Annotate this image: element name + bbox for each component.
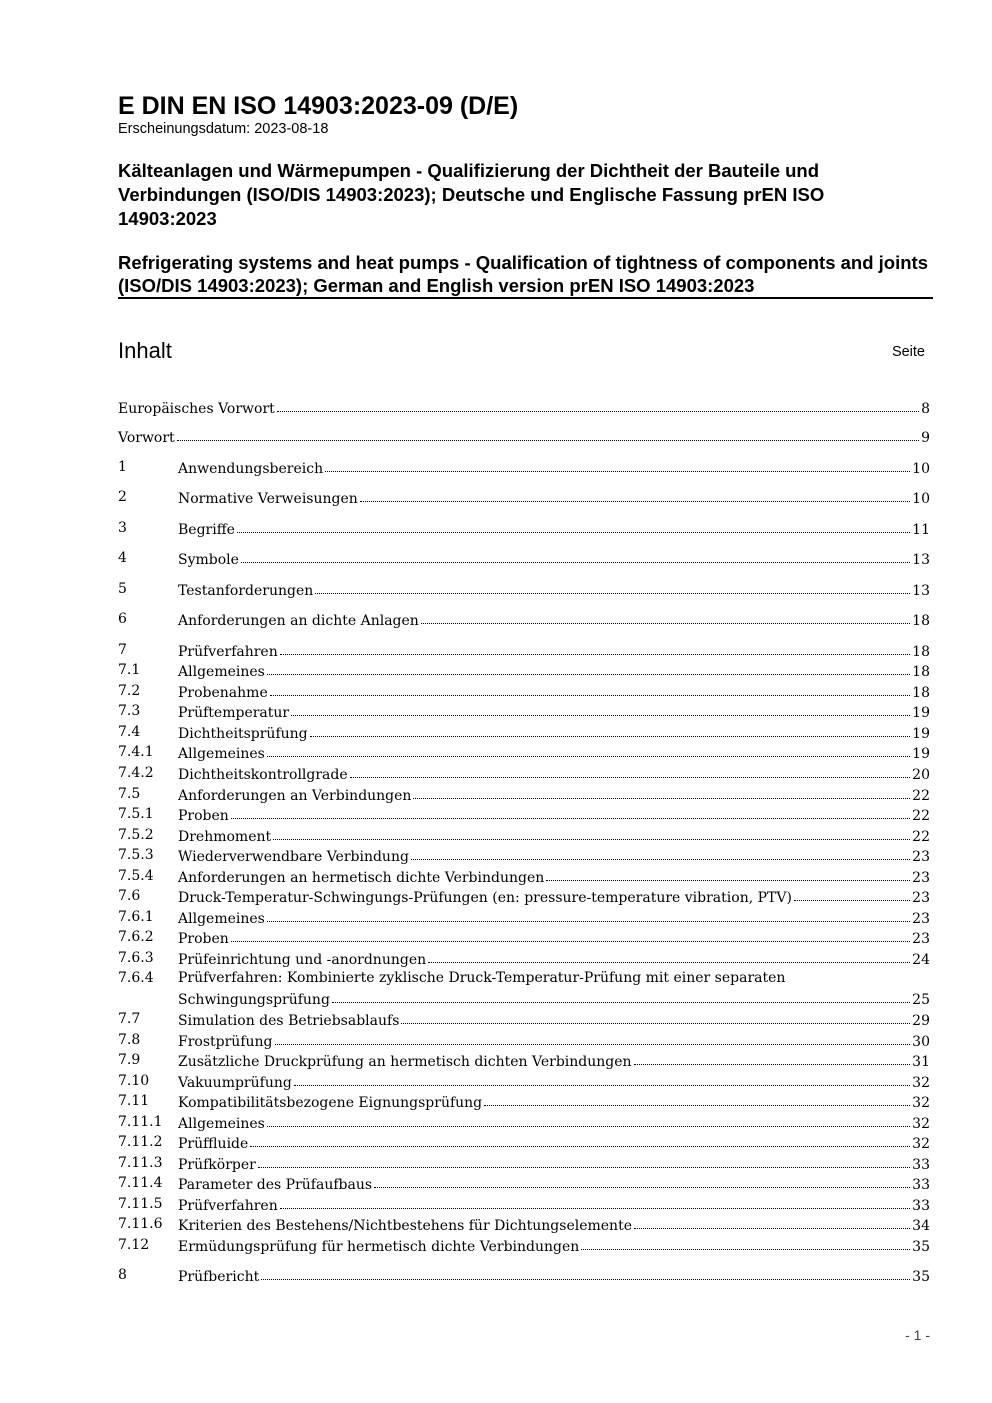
toc-dot-leader [401,1022,910,1024]
toc-entry[interactable] [118,397,930,417]
toc-entry-page: 18 [912,685,930,701]
toc-entry-number: 7.3 [118,703,141,719]
toc-entry[interactable] [118,660,930,680]
toc-entry-number: 7.5.3 [118,847,154,863]
title-german: Kälteanlagen und Wärmepumpen - Qualifizierung der Dichtheit der Bauteile und Verbindungen (ISO/DIS 14903:2023); Deutsche und Englische Fassung prEN ISO 14903:2023 [118,160,825,229]
toc-entry-page: 23 [912,911,930,927]
toc-entry-number: 7.11.2 [118,1134,163,1150]
toc-entry-page: 22 [912,808,930,824]
toc-dot-leader [794,899,910,901]
toc-dot-leader [413,797,910,799]
toc-entry-number: 7.11.1 [118,1114,163,1130]
toc-entry-label: Zusätzliche Druckprüfung an hermetisch dichten Verbindungen [178,1054,632,1070]
table-of-contents [118,0,930,1403]
toc-entry-label: Prüffluide [178,1136,249,1152]
toc-entry-page: 19 [912,746,930,762]
toc-entry[interactable] [118,640,930,660]
toc-entry[interactable] [118,1265,930,1285]
toc-dot-leader [277,410,919,412]
toc-entry-page: 24 [912,952,930,968]
toc-entry-number: 7.4.1 [118,744,154,760]
toc-dot-leader [350,776,911,778]
toc-entry-page: 30 [912,1034,930,1050]
toc-entry-page: 13 [912,583,930,599]
toc-entry-number: 7.2 [118,683,141,699]
toc-entry-number: 7.11.4 [118,1175,163,1191]
toc-entry-label: Allgemeines [178,746,265,762]
toc-entry-page: 10 [912,461,930,477]
toc-entry-label: Europäisches Vorwort [118,401,275,417]
toc-entry-page: 33 [912,1177,930,1193]
publication-date: Erscheinungsdatum: 2023-08-18 [118,121,329,137]
toc-entry-label: Begriffe [178,522,235,538]
toc-entry-number: 7.9 [118,1052,141,1068]
toc-entry[interactable] [118,579,930,599]
toc-entry-label: Allgemeines [178,664,265,680]
toc-dot-leader [484,1104,910,1106]
toc-dot-leader [291,714,910,716]
toc-entry[interactable] [118,457,930,477]
toc-entry[interactable] [118,701,930,721]
toc-dot-leader [634,1227,910,1229]
toc-dot-leader [310,735,911,737]
toc-entry-page: 23 [912,870,930,886]
toc-entry[interactable] [118,1153,930,1173]
toc-dot-leader [267,920,910,922]
toc-entry[interactable] [118,1050,930,1070]
toc-entry[interactable] [118,1091,930,1111]
toc-entry-page: 35 [912,1269,930,1285]
toc-entry[interactable] [118,722,930,742]
toc-entry[interactable] [118,886,930,906]
toc-entry-label: Vorwort [118,430,175,446]
toc-entry-label: Proben [178,808,229,824]
toc-entry-page: 25 [912,992,930,1008]
toc-entry-label: Dichtheitsprüfung [178,726,308,742]
toc-entry-number: 7.8 [118,1032,141,1048]
toc-dot-leader [374,1186,910,1188]
toc-dot-leader [275,1043,911,1045]
toc-entry-page: 18 [912,613,930,629]
toc-entry-number: 7 [118,642,127,658]
toc-dot-leader [231,940,910,942]
toc-entry-page: 18 [912,664,930,680]
toc-entry-page: 32 [912,1095,930,1111]
toc-dot-leader [428,961,910,963]
toc-entry[interactable] [118,968,930,1009]
toc-entry[interactable] [118,518,930,538]
toc-entry-label: Prüfverfahren [178,644,278,660]
toc-dot-leader [231,817,910,819]
toc-entry-page: 31 [912,1054,930,1070]
toc-entry[interactable] [118,1173,930,1193]
toc-entry-label: Prüfverfahren: Kombinierte zyklische Druck-Temperatur-Prüfung mit einer separaten [178,970,786,986]
toc-entry[interactable] [118,1009,930,1029]
toc-entry-label: Allgemeines [178,1116,265,1132]
toc-entry-page: 23 [912,849,930,865]
toc-entry[interactable] [118,927,930,947]
toc-entry-label: Prüfverfahren [178,1198,278,1214]
toc-entry-label: Kompatibilitätsbezogene Eignungsprüfung [178,1095,483,1111]
toc-dot-leader [581,1248,910,1250]
toc-entry-page: 32 [912,1075,930,1091]
toc-dot-leader [546,879,910,881]
toc-entry[interactable] [118,1030,930,1050]
toc-entry[interactable] [118,804,930,824]
toc-entry-page: 20 [912,767,930,783]
toc-entry-number: 7.7 [118,1011,141,1027]
toc-dot-leader [261,1278,910,1280]
toc-entry[interactable] [118,1112,930,1132]
toc-entry-number: 7.6.4 [118,970,154,986]
toc-entry-number: 7.6.3 [118,950,154,966]
toc-heading: Inhalt [118,338,172,363]
toc-entry-page: 11 [912,522,930,538]
toc-entry[interactable] [118,487,930,507]
toc-dot-leader [315,592,910,594]
toc-dot-leader [280,1207,910,1209]
toc-entry-label: Anwendungsbereich [178,461,324,477]
toc-entry-number: 7.6 [118,888,141,904]
toc-entry-label: Proben [178,931,229,947]
toc-entry-label: Prüfeinrichtung und -anordnungen [178,952,427,968]
toc-entry-label: Prüfkörper [178,1157,256,1173]
title-english: Refrigerating systems and heat pumps - Qualification of tightness of components and joints (ISO/DIS 14903:2023); German and English version prEN ISO 14903:2023 [118,252,928,296]
toc-entry-page: 9 [921,430,930,446]
toc-entry[interactable] [118,1132,930,1152]
toc-entry[interactable] [118,1194,930,1214]
toc-dot-leader [421,622,910,624]
toc-entry[interactable] [118,845,930,865]
toc-entry-page: 34 [912,1218,930,1234]
toc-entry-number: 7.6.1 [118,909,154,925]
toc-entry-number: 7.10 [118,1073,150,1089]
toc-entry-number: 7.5 [118,786,141,802]
toc-entry-label: Probenahme [178,685,268,701]
toc-entry-number: 7.4.2 [118,765,154,781]
toc-entry-page: 10 [912,491,930,507]
toc-entry[interactable] [118,548,930,568]
toc-entry-page: 32 [912,1116,930,1132]
toc-entry-label: Anforderungen an dichte Anlagen [178,613,419,629]
toc-entry[interactable] [118,609,930,629]
toc-entry-number: 7.11.3 [118,1155,163,1171]
toc-entry-page: 19 [912,726,930,742]
toc-entry-page: 33 [912,1198,930,1214]
toc-entry-page: 23 [912,931,930,947]
toc-entry-label: Frostprüfung [178,1034,273,1050]
toc-entry-label-continued: Schwingungsprüfung [178,992,330,1008]
toc-entry-label: Wiederverwendbare Verbindung [178,849,409,865]
toc-entry[interactable] [118,1214,930,1234]
toc-entry[interactable] [118,907,930,927]
toc-entry-number: 7.11.6 [118,1216,163,1232]
toc-entry-page: 8 [921,401,930,417]
toc-dot-leader [267,673,910,675]
toc-entry-label: Drehmoment [178,829,272,845]
toc-entry-number: 7.11 [118,1093,150,1109]
toc-entry-label: Anforderungen an Verbindungen [178,788,412,804]
toc-entry[interactable] [118,763,930,783]
toc-entry-page: 29 [912,1013,930,1029]
toc-dot-leader [177,439,919,441]
toc-dot-leader [237,531,910,533]
toc-entry-page: 35 [912,1239,930,1255]
toc-dot-leader [241,561,910,563]
toc-entry-number: 7.1 [118,662,141,678]
toc-entry-number: 8 [118,1267,127,1283]
toc-entry-label: Parameter des Prüfaufbaus [178,1177,373,1193]
toc-dot-leader [411,858,910,860]
toc-entry-number: 7.11.5 [118,1196,163,1212]
toc-entry[interactable] [118,426,930,446]
page-number: - 1 - [905,1327,930,1343]
toc-entry-label: Normative Verweisungen [178,491,358,507]
toc-entry-number: 7.6.2 [118,929,154,945]
toc-entry-label: Symbole [178,552,239,568]
toc-entry-label: Prüftemperatur [178,705,290,721]
toc-entry-label: Prüfbericht [178,1269,260,1285]
toc-entry-number: 7.12 [118,1237,150,1253]
toc-entry[interactable] [118,866,930,886]
toc-entry-label: Dichtheitskontrollgrade [178,767,348,783]
toc-entry[interactable] [118,1235,930,1255]
toc-entry-number: 1 [118,459,127,475]
toc-entry-page: 32 [912,1136,930,1152]
toc-entry-number: 7.5.1 [118,806,154,822]
toc-entry-page: 33 [912,1157,930,1173]
toc-entry-page: 18 [912,644,930,660]
toc-dot-leader [325,470,910,472]
toc-entry-label: Simulation des Betriebsablaufs [178,1013,400,1029]
toc-dot-leader [360,500,910,502]
toc-dot-leader [270,694,910,696]
toc-entry-label: Druck-Temperatur-Schwingungs-Prüfungen (en: pressure-temperature vibration, PTV) [178,890,792,906]
toc-entry-label: Testanforderungen [178,583,314,599]
document-title: E DIN EN ISO 14903:2023-09 (D/E) [118,92,519,120]
toc-dot-leader [634,1063,911,1065]
toc-entry-page: 19 [912,705,930,721]
toc-entry-label: Kriterien des Bestehens/Nichtbestehens für Dichtungselemente [178,1218,632,1234]
toc-entry-number: 4 [118,550,127,566]
toc-entry-number: 3 [118,520,127,536]
toc-entry-number: 7.4 [118,724,141,740]
toc-dot-leader [332,1001,910,1003]
toc-entry-label: Vakuumprüfung [178,1075,292,1091]
toc-dot-leader [280,653,910,655]
toc-dot-leader [267,1125,910,1127]
toc-dot-leader [267,755,910,757]
toc-entry[interactable] [118,825,930,845]
toc-entry[interactable] [118,784,930,804]
toc-entry-label: Anforderungen an hermetisch dichte Verbindungen [178,870,545,886]
toc-page-column-label: Seite [891,344,925,360]
toc-entry[interactable] [118,681,930,701]
toc-entry-number: 2 [118,489,127,505]
toc-entry[interactable] [118,948,930,968]
toc-dot-leader [273,838,910,840]
toc-dot-leader [294,1084,910,1086]
toc-entry[interactable] [118,1071,930,1091]
toc-entry-page: 22 [912,829,930,845]
toc-entry-page: 22 [912,788,930,804]
toc-entry[interactable] [118,742,930,762]
toc-entry-label: Allgemeines [178,911,265,927]
toc-entry-label: Ermüdungsprüfung für hermetisch dichte Verbindungen [178,1239,580,1255]
toc-dot-leader [258,1166,910,1168]
toc-entry-number: 7.5.4 [118,868,154,884]
toc-entry-number: 7.5.2 [118,827,154,843]
toc-entry-number: 5 [118,581,127,597]
toc-dot-leader [250,1145,910,1147]
toc-entry-number: 6 [118,611,127,627]
toc-entry-page: 23 [912,890,930,906]
toc-entry-page: 13 [912,552,930,568]
